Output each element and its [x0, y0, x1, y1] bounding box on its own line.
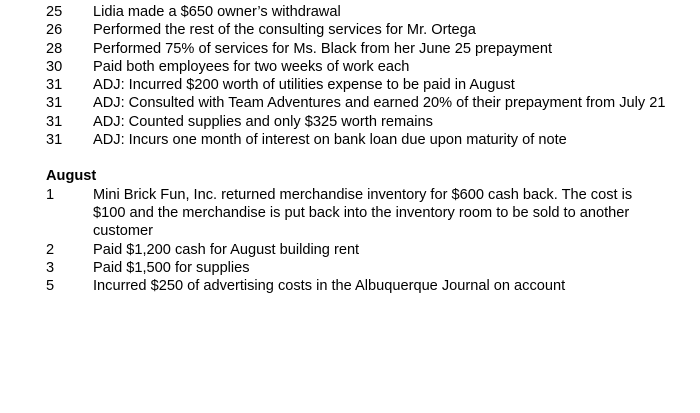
entry-day: 5 — [46, 278, 55, 295]
entry-day: 31 — [46, 77, 63, 94]
entry-day: 1 — [46, 186, 55, 203]
entry-day: 28 — [46, 40, 63, 57]
entry-text: ADJ: Counted supplies and only $325 worth remains — [93, 113, 433, 130]
list-item — [0, 40, 700, 58]
list-item — [0, 186, 700, 241]
list-item — [0, 94, 700, 112]
list-item — [0, 241, 700, 259]
entry-text: ADJ: Consulted with Team Adventures and earned 20% of their prepayment from July 21 — [93, 95, 666, 112]
list-item — [0, 131, 700, 149]
entry-day: 26 — [46, 22, 63, 39]
entry-text: Incurred $250 of advertising costs in the Albuquerque Journal on account — [93, 278, 566, 295]
entry-text: ADJ: Incurs one month of interest on bank loan due upon maturity of note — [93, 132, 567, 149]
list-item — [0, 277, 700, 295]
entry-day: 25 — [46, 4, 63, 20]
entry-text: Performed 75% of services for Ms. Black from her June 25 prepayment — [93, 40, 553, 57]
list-item — [0, 76, 700, 94]
entry-text: Performed the rest of the consulting services for Mr. Ortega — [93, 22, 476, 39]
entry-text: Mini Brick Fun, Inc. returned merchandise inventory for $600 cash back. The cost is $100 and the merchandise is put back into the inventory room to be sold to another customer — [93, 186, 633, 240]
entry-day: 2 — [46, 241, 55, 258]
entry-day: 30 — [46, 58, 63, 75]
list-item — [0, 21, 700, 39]
list-item — [0, 113, 700, 131]
entry-text: ADJ: Incurred $200 worth of utilities expense to be paid in August — [93, 77, 515, 94]
entry-text: Paid $1,200 cash for August building rent — [93, 241, 360, 258]
list-item — [0, 259, 700, 277]
entry-day: 3 — [46, 259, 55, 276]
list-item — [0, 58, 700, 76]
entry-text: Paid $1,500 for supplies — [93, 259, 250, 276]
month-heading: August — [46, 168, 97, 185]
entry-text: Paid both employees for two weeks of work each — [93, 58, 410, 75]
list-item — [0, 3, 700, 21]
entry-day: 31 — [46, 132, 63, 149]
entry-day: 31 — [46, 95, 63, 112]
entry-text: Lidia made a $650 owner’s withdrawal — [93, 4, 341, 20]
entry-day: 31 — [46, 113, 63, 130]
